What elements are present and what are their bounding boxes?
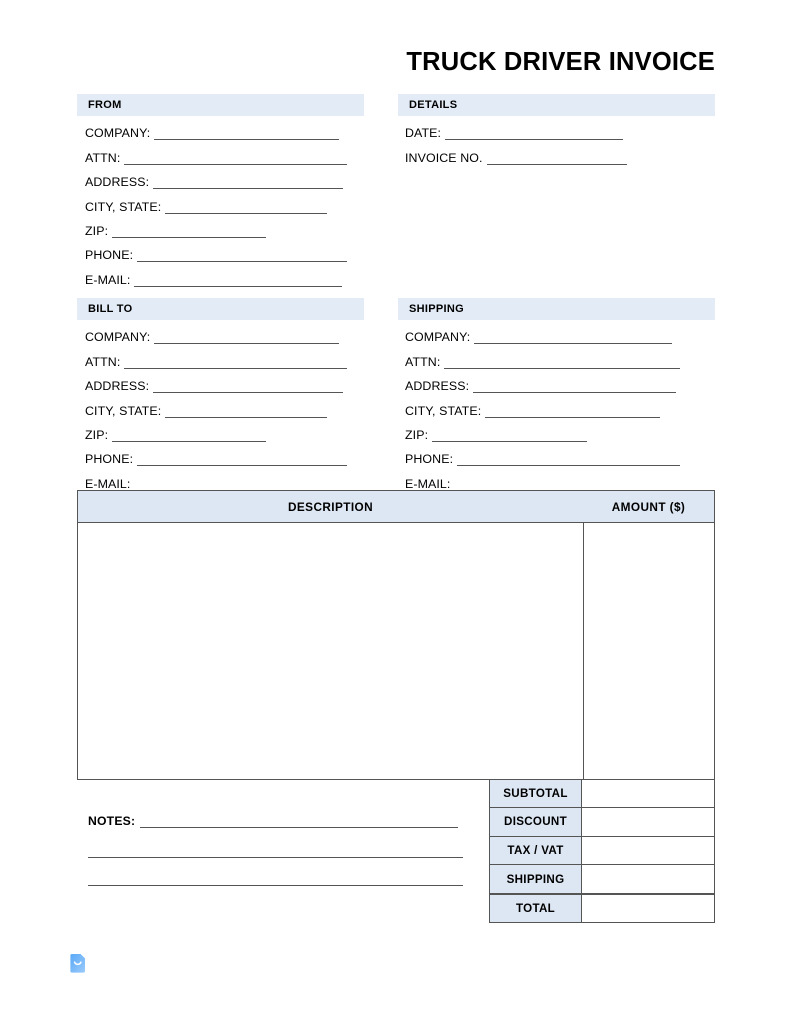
field-label: DATE:	[405, 126, 442, 141]
section-header-shipping-label: SHIPPING	[409, 303, 464, 315]
field-row	[405, 321, 680, 345]
notes-first-row	[88, 805, 468, 829]
document-smile-icon	[64, 949, 92, 977]
page-title: TRUCK DRIVER INVOICE	[406, 48, 715, 76]
totals-label: TOTAL	[489, 894, 582, 923]
field-input-bill-to-6[interactable]	[134, 475, 342, 491]
field-label: E-MAIL:	[85, 272, 131, 287]
field-label: CITY, STATE:	[85, 199, 162, 214]
field-label: ADDRESS:	[405, 379, 470, 394]
field-label: ZIP:	[85, 427, 109, 442]
field-row	[405, 345, 680, 369]
line-items-table	[77, 490, 715, 780]
field-input-shipping-3[interactable]	[485, 402, 660, 418]
field-row	[405, 141, 627, 165]
field-input-details-1[interactable]	[487, 149, 627, 165]
field-input-bill-to-3[interactable]	[165, 402, 327, 418]
totals-value-input[interactable]	[582, 808, 715, 837]
column-header-amount: AMOUNT ($)	[611, 499, 686, 514]
section-header-details-label: DETAILS	[409, 99, 458, 111]
field-row	[85, 443, 347, 467]
notes-input-line-3[interactable]	[88, 858, 463, 887]
notes-input-line-2[interactable]	[88, 829, 463, 858]
totals-label: SUBTOTAL	[489, 779, 582, 808]
field-row	[85, 394, 347, 418]
totals-label: SHIPPING	[489, 865, 582, 894]
line-items-column-divider	[583, 523, 584, 779]
totals-value-input[interactable]	[582, 779, 715, 808]
field-label: E-MAIL:	[85, 476, 131, 491]
field-group-shipping	[405, 321, 680, 492]
field-row	[85, 215, 347, 239]
field-input-details-0[interactable]	[445, 124, 623, 140]
field-label: PHONE:	[405, 452, 454, 467]
totals-row	[489, 894, 715, 923]
totals-label: TAX / VAT	[489, 837, 582, 866]
line-items-body[interactable]	[78, 523, 714, 779]
field-label: CITY, STATE:	[85, 403, 162, 418]
field-row	[405, 117, 627, 141]
field-row	[405, 467, 680, 491]
field-row	[85, 321, 347, 345]
totals-row	[489, 779, 715, 808]
column-header-description: DESCRIPTION	[287, 499, 374, 514]
field-label: ATTN:	[85, 150, 121, 165]
section-header-shipping	[398, 298, 715, 320]
section-header-from	[77, 94, 364, 116]
field-label: INVOICE NO.	[405, 150, 483, 165]
field-row	[405, 370, 680, 394]
section-header-bill-to	[77, 298, 364, 320]
field-label: ADDRESS:	[85, 175, 150, 190]
field-input-shipping-5[interactable]	[457, 450, 680, 466]
field-input-from-5[interactable]	[137, 246, 347, 262]
field-row	[405, 419, 680, 443]
field-row	[405, 394, 680, 418]
field-row	[405, 443, 680, 467]
field-input-shipping-1[interactable]	[444, 353, 680, 369]
totals-row	[489, 808, 715, 837]
field-input-bill-to-5[interactable]	[137, 450, 347, 466]
field-input-bill-to-2[interactable]	[153, 377, 343, 393]
field-label: COMPANY:	[85, 330, 151, 345]
field-row	[85, 370, 347, 394]
field-input-from-1[interactable]	[124, 149, 347, 165]
field-input-from-0[interactable]	[154, 124, 339, 140]
notes-label: NOTES:	[88, 814, 136, 828]
totals-row	[489, 837, 715, 866]
field-label: COMPANY:	[405, 330, 471, 345]
field-label: PHONE:	[85, 248, 134, 263]
field-group-details	[405, 117, 627, 166]
field-label: E-MAIL:	[405, 476, 451, 491]
totals-value-input[interactable]	[582, 865, 715, 894]
field-row	[85, 117, 347, 141]
totals-label: DISCOUNT	[489, 808, 582, 837]
field-input-from-3[interactable]	[165, 198, 327, 214]
field-input-bill-to-0[interactable]	[154, 328, 339, 344]
field-input-from-4[interactable]	[112, 222, 266, 238]
field-row	[85, 263, 347, 287]
totals-value-input[interactable]	[582, 894, 715, 923]
totals-block	[489, 779, 715, 923]
field-input-from-2[interactable]	[153, 173, 343, 189]
field-row	[85, 141, 347, 165]
totals-value-input[interactable]	[582, 837, 715, 866]
section-header-bill-to-label: BILL TO	[88, 303, 133, 315]
section-header-details	[398, 94, 715, 116]
field-input-shipping-2[interactable]	[473, 377, 676, 393]
field-label: CITY, STATE:	[405, 403, 482, 418]
line-items-header-row	[78, 491, 714, 523]
field-label: ZIP:	[85, 223, 109, 238]
field-row	[85, 239, 347, 263]
section-header-from-label: FROM	[88, 99, 122, 111]
field-label: PHONE:	[85, 452, 134, 467]
field-input-from-6[interactable]	[134, 271, 342, 287]
field-input-shipping-4[interactable]	[432, 426, 587, 442]
field-row	[85, 419, 347, 443]
field-label: ATTN:	[85, 354, 121, 369]
field-group-from	[85, 117, 347, 288]
field-group-bill-to	[85, 321, 347, 492]
field-input-bill-to-1[interactable]	[124, 353, 347, 369]
field-row	[85, 190, 347, 214]
notes-block	[88, 805, 468, 886]
field-row	[85, 345, 347, 369]
field-row	[85, 166, 347, 190]
totals-row	[489, 865, 715, 894]
field-label: ATTN:	[405, 354, 441, 369]
field-input-shipping-6[interactable]	[454, 475, 675, 491]
field-label: ADDRESS:	[85, 379, 150, 394]
field-input-bill-to-4[interactable]	[112, 426, 266, 442]
field-label: COMPANY:	[85, 126, 151, 141]
field-input-shipping-0[interactable]	[474, 328, 672, 344]
field-label: ZIP:	[405, 427, 429, 442]
field-row	[85, 467, 347, 491]
notes-input-line-1[interactable]	[140, 812, 458, 828]
